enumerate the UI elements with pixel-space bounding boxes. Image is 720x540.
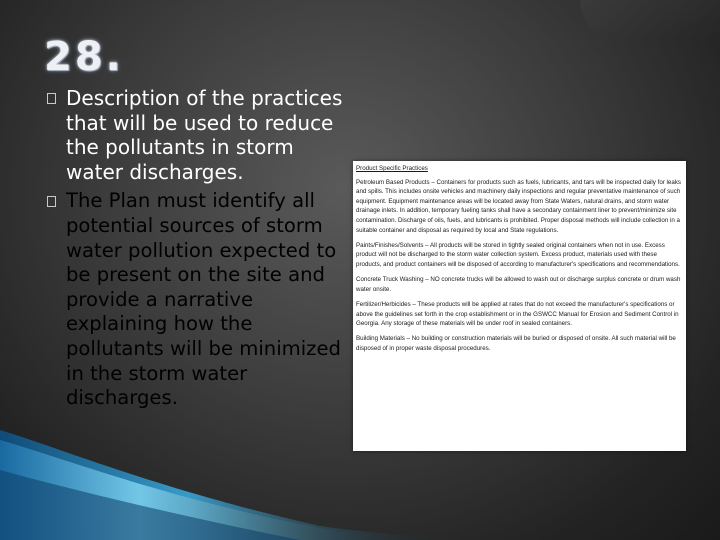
document-paragraph: Fertilizer/Herbicides – These products will be applied at rates that do not exceed the manufacturer's specifications or above the guidelines set forth in the crop establishment or in the GSWCC Manual for Erosion and Sediment Control in Georgia. Any storage of these materials will be under roof in sealed containers. (356, 300, 679, 328)
swoosh-decoration (0, 430, 720, 540)
bullet-square-icon (47, 196, 56, 207)
document-paragraph: Building Materials – No building or construction materials will be buried or disposed of onsite. All such material will be disposed of in proper waste disposal procedures. (356, 335, 676, 352)
corner-decoration (580, 0, 720, 40)
document-paragraph: Petroleum Based Products – Containers for products such as fuels, lubricants, and tars will be inspected daily for leaks and spills. This includes onsite vehicles and machinery daily inspections and regular preventative maintenance of such equipment. Equipment maintenance areas will be located away from State Waters, natural drains, and storm water drainage inlets. In addition, temporary fueling tanks shall have a secondary containment liner to prevent/minimize site contamination. Discharge of oils, fuels, and lubricants is prohibited. Proper disposal methods will include collection in a suitable container and disposal as required by local and State regulations. (356, 178, 682, 234)
bullet-item (46, 86, 348, 184)
bullet-square-icon (47, 93, 56, 104)
bullet-item (46, 189, 348, 410)
bullet-text: Description of the practices that will be used to reduce the pollutants in storm water discharges. (66, 86, 343, 184)
slide-title: 28. (44, 34, 124, 80)
document-paragraph: Paints/Finishes/Solvents – All products will be stored in tightly sealed original containers when not in use. Excess product will not be discharged to the storm water collection system. Excess product, materials used with these products, and product containers will be disposed of according to manufacturer's specifications and recommendations. (356, 241, 680, 268)
bullet-list (46, 86, 348, 416)
bullet-text: The Plan must identify all potential sources of storm water pollution expected to be present on the site and provide a narrative explaining how the pollutants will be minimized in the storm water discharges. (66, 189, 341, 410)
document-excerpt (353, 161, 686, 451)
document-heading: Product Specific Practices (356, 165, 428, 172)
document-paragraph: Concrete Truck Washing – NO concrete trucks will be allowed to wash out or discharge surplus concrete or drum wash water onsite. (356, 276, 681, 293)
